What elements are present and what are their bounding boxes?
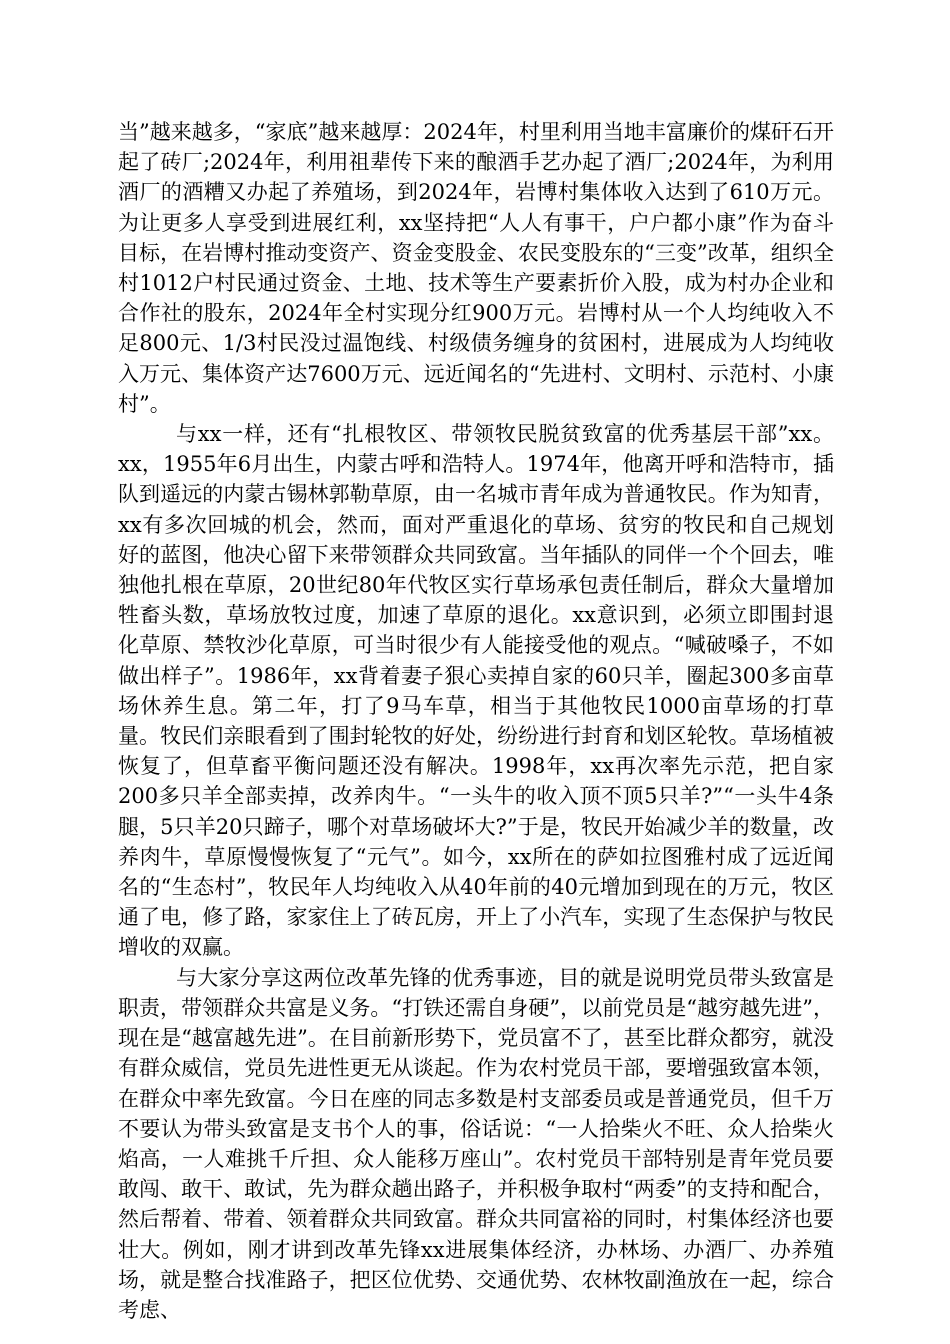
paragraph-3: 与大家分享这两位改革先锋的优秀事迹，目的就是说明党员带头致富是职责，带领群众共富是义务。“打铁还需自身硬”，以前党员是“越穷越先进”，现在是“越富越先进”。在目前新形势下，党员富不了，甚至比群众都穷，就没有群众威信，党员先进性更无从谈起。作为农村党员干部，要增强致富本领，在群众中率先致富。今日在座的同志多数是村支部委员或是普通党员，但千万不要认为带头致富是支书个人的事，俗话说：“一人拾柴火不旺、众人拾柴火焰高，一人难挑千斤担、众人能移万座山”。农村党员干部特别是青年党员要敢闯、敢干、敢试，先为群众趟出路子，并积极争取村“两委”的支持和配合，然后帮着、带着、领着群众共同致富。群众共同富裕的同时，村集体经济也要壮大。例如，刚才讲到改革先锋xx进展集体经济，办林场、办酒厂、办养殖场，就是整合找准路子，把区位优势、交通优势、农林牧副渔放在一起，综合考虑、 [118, 965, 834, 1322]
paragraph-1: 当”越来越多，“家底”越来越厚：2024年，村里利用当地丰富廉价的煤矸石开起了砖厂;2024年，利用祖辈传下来的酿酒手艺办起了酒厂;2024年，为利用酒厂的酒糟又办起了养殖场，到2024年，岩博村集体收入达到了610万元。为让更多人享受到进展红利，xx坚持把“人人有事干，户户都小康”作为奋斗目标，在岩博村推动变资产、资金变股金、农民变股东的“三变”改革，组织全村1012户村民通过资金、土地、技术等生产要素折价入股，成为村办企业和合作社的股东，2024年全村实现分红900万元。岩博村从一个人均纯收入不足800元、1/3村民没过温饱线、村级债务缠身的贫困村，进展成为人均纯收入万元、集体资产达7600万元、远近闻名的“先进村、文明村、示范村、小康村”。 [118, 120, 834, 416]
paragraph-2: 与xx一样，还有“扎根牧区、带领牧民脱贫致富的优秀基层干部”xx。xx，1955年6月出生，内蒙古呼和浩特人。1974年，他离开呼和浩特市，插队到遥远的内蒙古锡林郭勒草原，由一名城市青年成为普通牧民。作为知青，xx有多次回城的机会，然而，面对严重退化的草场、贫穷的牧民和自己规划好的蓝图，他决心留下来带领群众共同致富。当年插队的同伴一个个回去，唯独他扎根在草原，20世纪80年代牧区实行草场承包责任制后，群众大量增加牲畜头数，草场放牧过度，加速了草原的退化。xx意识到，必须立即围封退化草原、禁牧沙化草原，可当时很少有人能接受他的观点。“喊破嗓子，不如做出样子”。1986年，xx背着妻子狠心卖掉自家的60只羊，圈起300多亩草场休养生息。第二年，打了9马车草，相当于其他牧民1000亩草场的打草量。牧民们亲眼看到了围封轮牧的好处，纷纷进行封育和划区轮牧。草场植被恢复了，但草畜平衡问题还没有解决。1998年，xx再次率先示范，把自家200多只羊全部卖掉，改养肉牛。“一头牛的收入顶不顶5只羊?”“一头牛4条腿，5只羊20只蹄子，哪个对草场破坏大?”于是，牧民开始减少羊的数量，改养肉牛，草原慢慢恢复了“元气”。如今，xx所在的萨如拉图雅村成了远近闻名的“生态村”，牧民年人均纯收入从40年前的40元增加到现在的万元，牧区通了电，修了路，家家住上了砖瓦房，开上了小汽车，实现了生态保护与牧民增收的双赢。 [118, 422, 834, 960]
document-body [118, 117, 834, 1325]
